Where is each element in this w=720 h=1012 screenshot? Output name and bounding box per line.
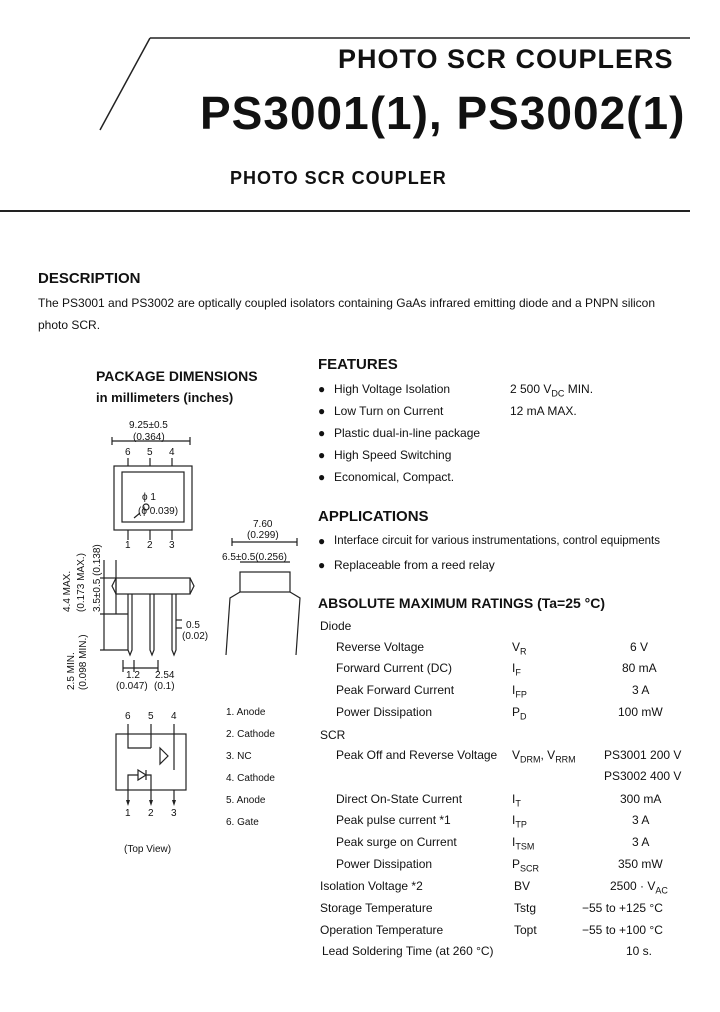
feature-value: 12 mA MAX.: [510, 404, 577, 418]
rating-symbol: $V_{DRM}$, $V_{RRM}$: [512, 748, 576, 765]
rating-name: Peak Off and Reverse Voltage: [336, 748, 498, 762]
rating-symbol: $I_{TP}$: [512, 813, 527, 830]
feature-item: [318, 422, 698, 444]
top-pin-5: 5: [147, 447, 153, 458]
pin-list-item: 5. Anode: [226, 795, 266, 806]
feature-item: [318, 466, 698, 488]
dim-top-width-in: (0.364): [133, 432, 165, 443]
description-heading: DESCRIPTION: [38, 270, 141, 287]
rating-name: Lead Soldering Time (at 260 °C): [322, 944, 494, 958]
features-list: [318, 378, 698, 488]
bullet-icon: ●: [318, 382, 326, 396]
rating-value: 100 mW: [618, 705, 663, 719]
dim-lead-min: 2.5 MIN.: [66, 652, 77, 690]
dim-pitch2-in: (0.1): [154, 681, 175, 692]
schematic-pin-2: 2: [148, 808, 154, 819]
dim-height-max-in: (0.173 MAX.): [76, 553, 87, 612]
feature-label: High Speed Switching: [334, 448, 452, 462]
rating-name: Peak surge on Current: [336, 835, 457, 849]
ratings-heading: ABSOLUTE MAXIMUM RATINGS (Ta=25 °C): [318, 595, 606, 611]
dim-thick: 0.5: [186, 620, 200, 631]
pin-list-item: 1. Anode: [226, 707, 266, 718]
rating-value: PS3002 400 V: [604, 769, 682, 783]
rating-symbol: BV: [514, 879, 531, 893]
header-part-numbers: PS3001(1), PS3002(1): [200, 87, 686, 139]
rating-name: Forward Current (DC): [336, 661, 453, 675]
package-heading: PACKAGE DIMENSIONS: [96, 368, 258, 384]
dim-thick-in: (0.02): [182, 631, 209, 642]
pin-list-item: 6. Gate: [226, 817, 259, 828]
bullet-icon: ●: [318, 448, 326, 462]
top-view-caption: (Top View): [124, 844, 172, 855]
dim-pitch1-in: (0.047): [116, 681, 148, 692]
rating-symbol: $I_T$: [512, 792, 521, 809]
dim-top-width: 9.25±0.5: [129, 420, 168, 431]
feature-item: [318, 378, 698, 400]
rating-value: 300 mA: [620, 792, 662, 806]
schematic-pin-5: 5: [148, 711, 154, 722]
schematic-pin-4: 4: [171, 711, 177, 722]
rating-value: −55 to +125 °C: [582, 901, 663, 915]
features-heading: FEATURES: [318, 356, 398, 373]
rating-symbol: $P_{SCR}$: [512, 857, 540, 874]
rating-value: −55 to +100 °C: [582, 923, 663, 937]
rating-name: Storage Temperature: [320, 901, 433, 915]
rating-name: Operation Temperature: [320, 923, 444, 937]
bottom-pin-1: 1: [125, 540, 131, 551]
schematic-pin-3: 3: [171, 808, 177, 819]
bottom-pin-3: 3: [169, 540, 175, 551]
dim-lead-min-in: (0.098 MIN.): [78, 634, 89, 690]
rating-value: 350 mW: [618, 857, 663, 871]
rating-symbol: $I_{FP}$: [512, 683, 527, 700]
rating-value: 6 V: [630, 640, 649, 654]
rating-symbol: $I_{TSM}$: [512, 835, 535, 852]
bullet-icon: ●: [318, 426, 326, 440]
feature-label: Low Turn on Current: [334, 404, 444, 418]
dim-phi: ϕ 1: [142, 492, 156, 503]
schematic-pin-6: 6: [125, 711, 131, 722]
package-subheading: in millimeters (inches): [96, 390, 234, 405]
rating-value: 3 A: [632, 835, 650, 849]
page-subtitle: PHOTO SCR COUPLER: [230, 168, 447, 188]
dim-height2: 3.5±0.5 (0.138): [92, 544, 103, 612]
bullet-icon: ●: [318, 534, 326, 548]
dim-side-width: 7.60: [253, 519, 273, 530]
rating-name: Power Dissipation: [336, 857, 433, 871]
rating-value: 80 mA: [622, 661, 657, 675]
rating-name: Power Dissipation: [336, 705, 433, 719]
feature-label: Plastic dual-in-line package: [334, 426, 481, 440]
rating-symbol: $I_F$: [512, 661, 521, 678]
rating-value: 3 A: [632, 813, 650, 827]
description-line1: The PS3001 and PS3002 are optically coupled isolators containing GaAs infrared emitting diode and a PNPN silicon: [38, 296, 656, 310]
rating-symbol: $P_D$: [512, 705, 527, 722]
feature-label: Economical, Compact.: [334, 470, 455, 484]
pin-list-item: 2. Cathode: [226, 729, 275, 740]
dim-pitch2: 2.54: [155, 670, 175, 681]
ratings-scr-label: SCR: [320, 728, 346, 742]
application-item: ● Replaceable from a reed relay: [318, 553, 698, 577]
bullet-icon: ●: [318, 470, 326, 484]
description-line2: photo SCR.: [38, 318, 101, 332]
pin-list-item: 3. NC: [226, 751, 252, 762]
feature-value: 2 500 $V_{DC}$ MIN.: [510, 382, 594, 399]
rating-value: 3 A: [632, 683, 650, 697]
applications-list: [318, 529, 698, 577]
schematic-pin-1: 1: [125, 808, 131, 819]
rating-symbol: Tstg: [514, 901, 537, 915]
applications-heading: APPLICATIONS: [318, 508, 429, 525]
dim-pitch1: 1.2: [126, 670, 140, 681]
rating-name: Peak pulse current *1: [336, 813, 451, 827]
bullet-icon: ●: [318, 404, 326, 418]
feature-item: [318, 400, 698, 422]
rating-value: 10 s.: [626, 944, 653, 958]
header-title-line1: PHOTO SCR COUPLERS: [338, 44, 674, 74]
feature-label: High Voltage Isolation: [334, 382, 451, 396]
bottom-pin-2: 2: [147, 540, 153, 551]
application-item: ● Interface circuit for various instrumentations, control equipments: [318, 529, 698, 553]
pin-list: [226, 702, 275, 834]
rating-name: Peak Forward Current: [336, 683, 455, 697]
rating-value: $2500 \cdot V_{AC}$: [610, 879, 668, 896]
bullet-icon: ●: [318, 558, 326, 572]
pin-list-item: 4. Cathode: [226, 773, 275, 784]
dim-phi-in: (ϕ 0.039): [138, 506, 179, 517]
rating-name: Isolation Voltage *2: [320, 879, 423, 893]
rating-symbol: Topt: [514, 923, 537, 937]
rating-name: Reverse Voltage: [336, 640, 425, 654]
rating-symbol: $V_R$: [512, 640, 527, 657]
rating-value: PS3001 200 V: [604, 748, 682, 762]
dim-side-width2: 6.5±0.5(0.256): [222, 552, 287, 563]
top-pin-6: 6: [125, 447, 131, 458]
dim-height-max: 4.4 MAX.: [62, 570, 73, 612]
rating-name: Direct On-State Current: [336, 792, 463, 806]
dim-side-width-in: (0.299): [247, 530, 279, 541]
feature-item: [318, 444, 698, 466]
top-pin-4: 4: [169, 447, 175, 458]
ratings-diode-label: Diode: [320, 619, 352, 633]
